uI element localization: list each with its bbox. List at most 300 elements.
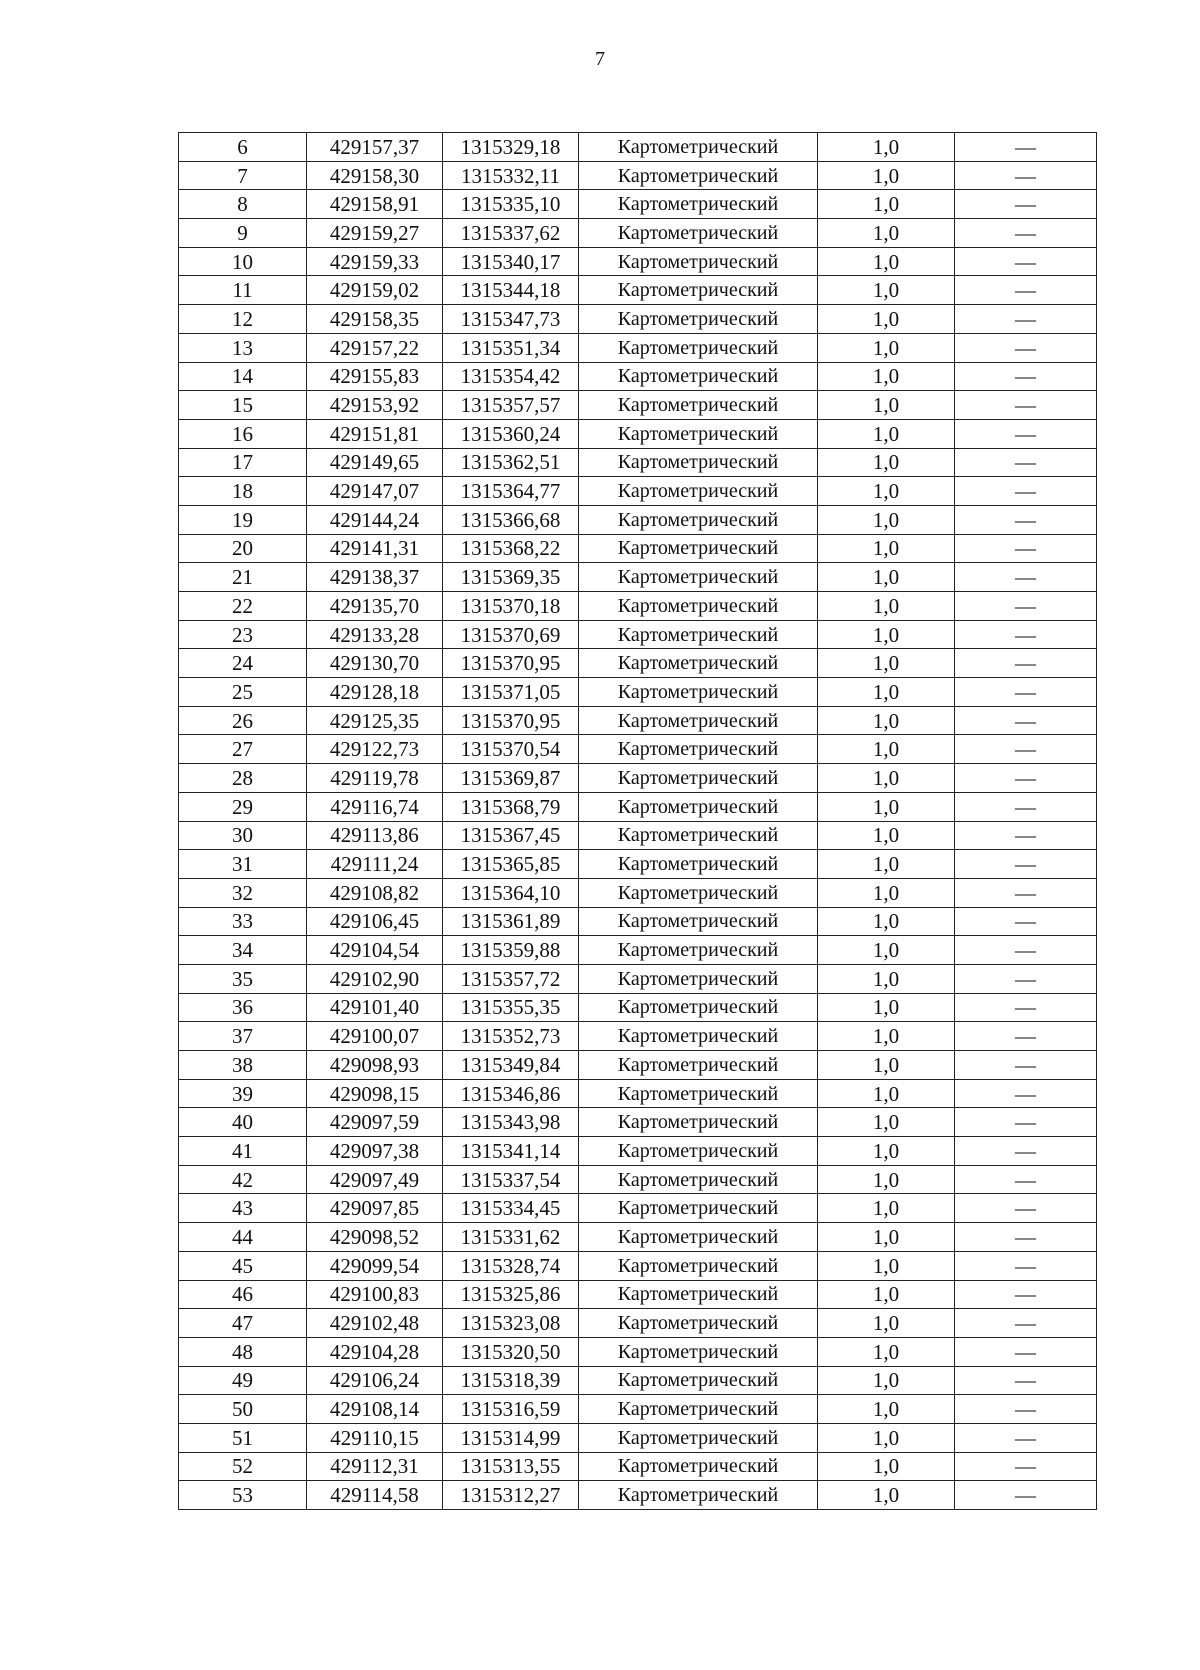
note-cell: — <box>955 1165 1097 1194</box>
accuracy-cell: 1,0 <box>818 735 955 764</box>
point-number-cell: 14 <box>179 362 307 391</box>
y-coordinate-cell: 1315323,08 <box>443 1309 579 1338</box>
note-cell: — <box>955 706 1097 735</box>
accuracy-cell: 1,0 <box>818 333 955 362</box>
table-row <box>179 964 1097 993</box>
accuracy-cell: 1,0 <box>818 1366 955 1395</box>
x-coordinate-cell: 429155,83 <box>307 362 443 391</box>
x-coordinate-cell: 429106,45 <box>307 907 443 936</box>
note-cell: — <box>955 1051 1097 1080</box>
note-cell: — <box>955 964 1097 993</box>
point-number-cell: 50 <box>179 1395 307 1424</box>
x-coordinate-cell: 429149,65 <box>307 448 443 477</box>
note-cell: — <box>955 276 1097 305</box>
point-number-cell: 29 <box>179 792 307 821</box>
point-number-cell: 33 <box>179 907 307 936</box>
x-coordinate-cell: 429153,92 <box>307 391 443 420</box>
y-coordinate-cell: 1315313,55 <box>443 1452 579 1481</box>
accuracy-cell: 1,0 <box>818 247 955 276</box>
point-number-cell: 20 <box>179 534 307 563</box>
y-coordinate-cell: 1315312,27 <box>443 1481 579 1510</box>
x-coordinate-cell: 429108,82 <box>307 878 443 907</box>
table-row <box>179 1423 1097 1452</box>
y-coordinate-cell: 1315360,24 <box>443 419 579 448</box>
y-coordinate-cell: 1315370,54 <box>443 735 579 764</box>
accuracy-cell: 1,0 <box>818 362 955 391</box>
x-coordinate-cell: 429128,18 <box>307 678 443 707</box>
accuracy-cell: 1,0 <box>818 878 955 907</box>
x-coordinate-cell: 429100,07 <box>307 1022 443 1051</box>
method-cell: Картометрический <box>579 362 818 391</box>
note-cell: — <box>955 448 1097 477</box>
note-cell: — <box>955 1366 1097 1395</box>
method-cell: Картометрический <box>579 1337 818 1366</box>
method-cell: Картометрический <box>579 1366 818 1395</box>
point-number-cell: 49 <box>179 1366 307 1395</box>
point-number-cell: 15 <box>179 391 307 420</box>
table-row <box>179 1223 1097 1252</box>
method-cell: Картометрический <box>579 391 818 420</box>
y-coordinate-cell: 1315364,10 <box>443 878 579 907</box>
point-number-cell: 51 <box>179 1423 307 1452</box>
y-coordinate-cell: 1315361,89 <box>443 907 579 936</box>
point-number-cell: 16 <box>179 419 307 448</box>
y-coordinate-cell: 1315357,72 <box>443 964 579 993</box>
accuracy-cell: 1,0 <box>818 1309 955 1338</box>
method-cell: Картометрический <box>579 1280 818 1309</box>
x-coordinate-cell: 429098,93 <box>307 1051 443 1080</box>
method-cell: Картометрический <box>579 1051 818 1080</box>
coordinates-table-body <box>179 133 1097 1510</box>
y-coordinate-cell: 1315346,86 <box>443 1079 579 1108</box>
y-coordinate-cell: 1315370,95 <box>443 649 579 678</box>
note-cell: — <box>955 878 1097 907</box>
point-number-cell: 30 <box>179 821 307 850</box>
table-row <box>179 190 1097 219</box>
method-cell: Картометрический <box>579 1251 818 1280</box>
table-row <box>179 477 1097 506</box>
x-coordinate-cell: 429097,59 <box>307 1108 443 1137</box>
table-row <box>179 1395 1097 1424</box>
point-number-cell: 45 <box>179 1251 307 1280</box>
point-number-cell: 19 <box>179 505 307 534</box>
note-cell: — <box>955 936 1097 965</box>
accuracy-cell: 1,0 <box>818 276 955 305</box>
accuracy-cell: 1,0 <box>818 993 955 1022</box>
accuracy-cell: 1,0 <box>818 190 955 219</box>
note-cell: — <box>955 1452 1097 1481</box>
method-cell: Картометрический <box>579 1022 818 1051</box>
note-cell: — <box>955 792 1097 821</box>
x-coordinate-cell: 429158,30 <box>307 161 443 190</box>
table-row <box>179 821 1097 850</box>
y-coordinate-cell: 1315352,73 <box>443 1022 579 1051</box>
table-row <box>179 1137 1097 1166</box>
accuracy-cell: 1,0 <box>818 1194 955 1223</box>
note-cell: — <box>955 333 1097 362</box>
note-cell: — <box>955 419 1097 448</box>
note-cell: — <box>955 735 1097 764</box>
method-cell: Картометрический <box>579 1108 818 1137</box>
accuracy-cell: 1,0 <box>818 1395 955 1424</box>
x-coordinate-cell: 429147,07 <box>307 477 443 506</box>
table-row <box>179 1481 1097 1510</box>
note-cell: — <box>955 1223 1097 1252</box>
method-cell: Картометрический <box>579 419 818 448</box>
y-coordinate-cell: 1315368,22 <box>443 534 579 563</box>
accuracy-cell: 1,0 <box>818 1251 955 1280</box>
x-coordinate-cell: 429097,38 <box>307 1137 443 1166</box>
table-row <box>179 534 1097 563</box>
method-cell: Картометрический <box>579 1223 818 1252</box>
x-coordinate-cell: 429100,83 <box>307 1280 443 1309</box>
accuracy-cell: 1,0 <box>818 821 955 850</box>
x-coordinate-cell: 429104,54 <box>307 936 443 965</box>
note-cell: — <box>955 1395 1097 1424</box>
accuracy-cell: 1,0 <box>818 1223 955 1252</box>
note-cell: — <box>955 1194 1097 1223</box>
x-coordinate-cell: 429110,15 <box>307 1423 443 1452</box>
point-number-cell: 36 <box>179 993 307 1022</box>
y-coordinate-cell: 1315334,45 <box>443 1194 579 1223</box>
accuracy-cell: 1,0 <box>818 1452 955 1481</box>
table-row <box>179 1366 1097 1395</box>
y-coordinate-cell: 1315371,05 <box>443 678 579 707</box>
x-coordinate-cell: 429157,22 <box>307 333 443 362</box>
y-coordinate-cell: 1315328,74 <box>443 1251 579 1280</box>
accuracy-cell: 1,0 <box>818 1280 955 1309</box>
y-coordinate-cell: 1315331,62 <box>443 1223 579 1252</box>
point-number-cell: 10 <box>179 247 307 276</box>
y-coordinate-cell: 1315354,42 <box>443 362 579 391</box>
accuracy-cell: 1,0 <box>818 620 955 649</box>
point-number-cell: 35 <box>179 964 307 993</box>
accuracy-cell: 1,0 <box>818 1079 955 1108</box>
accuracy-cell: 1,0 <box>818 391 955 420</box>
method-cell: Картометрический <box>579 936 818 965</box>
accuracy-cell: 1,0 <box>818 419 955 448</box>
y-coordinate-cell: 1315320,50 <box>443 1337 579 1366</box>
point-number-cell: 38 <box>179 1051 307 1080</box>
x-coordinate-cell: 429112,31 <box>307 1452 443 1481</box>
note-cell: — <box>955 907 1097 936</box>
table-row <box>179 1079 1097 1108</box>
table-row <box>179 247 1097 276</box>
y-coordinate-cell: 1315337,54 <box>443 1165 579 1194</box>
method-cell: Картометрический <box>579 505 818 534</box>
note-cell: — <box>955 1280 1097 1309</box>
table-row <box>179 1251 1097 1280</box>
table-row <box>179 276 1097 305</box>
method-cell: Картометрический <box>579 678 818 707</box>
method-cell: Картометрический <box>579 1452 818 1481</box>
note-cell: — <box>955 850 1097 879</box>
note-cell: — <box>955 477 1097 506</box>
y-coordinate-cell: 1315314,99 <box>443 1423 579 1452</box>
y-coordinate-cell: 1315367,45 <box>443 821 579 850</box>
table-row <box>179 878 1097 907</box>
x-coordinate-cell: 429101,40 <box>307 993 443 1022</box>
x-coordinate-cell: 429158,91 <box>307 190 443 219</box>
method-cell: Картометрический <box>579 333 818 362</box>
method-cell: Картометрический <box>579 592 818 621</box>
note-cell: — <box>955 133 1097 162</box>
table-row <box>179 448 1097 477</box>
point-number-cell: 39 <box>179 1079 307 1108</box>
table-row <box>179 419 1097 448</box>
point-number-cell: 27 <box>179 735 307 764</box>
x-coordinate-cell: 429159,27 <box>307 219 443 248</box>
y-coordinate-cell: 1315362,51 <box>443 448 579 477</box>
accuracy-cell: 1,0 <box>818 706 955 735</box>
table-row <box>179 391 1097 420</box>
point-number-cell: 31 <box>179 850 307 879</box>
y-coordinate-cell: 1315365,85 <box>443 850 579 879</box>
accuracy-cell: 1,0 <box>818 133 955 162</box>
x-coordinate-cell: 429135,70 <box>307 592 443 621</box>
point-number-cell: 42 <box>179 1165 307 1194</box>
table-row <box>179 219 1097 248</box>
note-cell: — <box>955 821 1097 850</box>
method-cell: Картометрический <box>579 1165 818 1194</box>
method-cell: Картометрический <box>579 133 818 162</box>
table-row <box>179 1108 1097 1137</box>
point-number-cell: 26 <box>179 706 307 735</box>
method-cell: Картометрический <box>579 1079 818 1108</box>
y-coordinate-cell: 1315340,17 <box>443 247 579 276</box>
point-number-cell: 44 <box>179 1223 307 1252</box>
x-coordinate-cell: 429119,78 <box>307 764 443 793</box>
point-number-cell: 37 <box>179 1022 307 1051</box>
x-coordinate-cell: 429116,74 <box>307 792 443 821</box>
accuracy-cell: 1,0 <box>818 161 955 190</box>
y-coordinate-cell: 1315370,69 <box>443 620 579 649</box>
method-cell: Картометрический <box>579 448 818 477</box>
note-cell: — <box>955 1079 1097 1108</box>
method-cell: Картометрический <box>579 563 818 592</box>
table-row <box>179 1337 1097 1366</box>
x-coordinate-cell: 429122,73 <box>307 735 443 764</box>
note-cell: — <box>955 1022 1097 1051</box>
x-coordinate-cell: 429108,14 <box>307 1395 443 1424</box>
table-row <box>179 161 1097 190</box>
point-number-cell: 11 <box>179 276 307 305</box>
table-row <box>179 1194 1097 1223</box>
table-row <box>179 850 1097 879</box>
y-coordinate-cell: 1315369,35 <box>443 563 579 592</box>
table-row <box>179 907 1097 936</box>
method-cell: Картометрический <box>579 1309 818 1338</box>
x-coordinate-cell: 429111,24 <box>307 850 443 879</box>
table-row <box>179 936 1097 965</box>
table-row <box>179 649 1097 678</box>
x-coordinate-cell: 429158,35 <box>307 305 443 334</box>
x-coordinate-cell: 429102,90 <box>307 964 443 993</box>
method-cell: Картометрический <box>579 1194 818 1223</box>
table-row <box>179 1165 1097 1194</box>
method-cell: Картометрический <box>579 706 818 735</box>
y-coordinate-cell: 1315370,18 <box>443 592 579 621</box>
accuracy-cell: 1,0 <box>818 1051 955 1080</box>
y-coordinate-cell: 1315369,87 <box>443 764 579 793</box>
note-cell: — <box>955 190 1097 219</box>
x-coordinate-cell: 429099,54 <box>307 1251 443 1280</box>
y-coordinate-cell: 1315335,10 <box>443 190 579 219</box>
table-row <box>179 1309 1097 1338</box>
x-coordinate-cell: 429114,58 <box>307 1481 443 1510</box>
point-number-cell: 47 <box>179 1309 307 1338</box>
note-cell: — <box>955 678 1097 707</box>
y-coordinate-cell: 1315366,68 <box>443 505 579 534</box>
y-coordinate-cell: 1315364,77 <box>443 477 579 506</box>
point-number-cell: 46 <box>179 1280 307 1309</box>
y-coordinate-cell: 1315337,62 <box>443 219 579 248</box>
coordinates-table <box>178 132 1097 1510</box>
accuracy-cell: 1,0 <box>818 678 955 707</box>
table-row <box>179 620 1097 649</box>
note-cell: — <box>955 620 1097 649</box>
accuracy-cell: 1,0 <box>818 1337 955 1366</box>
table-row <box>179 133 1097 162</box>
y-coordinate-cell: 1315344,18 <box>443 276 579 305</box>
accuracy-cell: 1,0 <box>818 649 955 678</box>
x-coordinate-cell: 429157,37 <box>307 133 443 162</box>
x-coordinate-cell: 429138,37 <box>307 563 443 592</box>
accuracy-cell: 1,0 <box>818 1423 955 1452</box>
y-coordinate-cell: 1315341,14 <box>443 1137 579 1166</box>
y-coordinate-cell: 1315349,84 <box>443 1051 579 1080</box>
x-coordinate-cell: 429159,33 <box>307 247 443 276</box>
table-row <box>179 792 1097 821</box>
point-number-cell: 17 <box>179 448 307 477</box>
method-cell: Картометрический <box>579 792 818 821</box>
table-row <box>179 993 1097 1022</box>
point-number-cell: 24 <box>179 649 307 678</box>
method-cell: Картометрический <box>579 219 818 248</box>
point-number-cell: 6 <box>179 133 307 162</box>
method-cell: Картометрический <box>579 878 818 907</box>
accuracy-cell: 1,0 <box>818 1022 955 1051</box>
y-coordinate-cell: 1315368,79 <box>443 792 579 821</box>
note-cell: — <box>955 161 1097 190</box>
note-cell: — <box>955 362 1097 391</box>
y-coordinate-cell: 1315355,35 <box>443 993 579 1022</box>
note-cell: — <box>955 219 1097 248</box>
point-number-cell: 22 <box>179 592 307 621</box>
x-coordinate-cell: 429098,52 <box>307 1223 443 1252</box>
method-cell: Картометрический <box>579 190 818 219</box>
accuracy-cell: 1,0 <box>818 764 955 793</box>
note-cell: — <box>955 1481 1097 1510</box>
note-cell: — <box>955 1137 1097 1166</box>
y-coordinate-cell: 1315318,39 <box>443 1366 579 1395</box>
note-cell: — <box>955 1251 1097 1280</box>
point-number-cell: 48 <box>179 1337 307 1366</box>
y-coordinate-cell: 1315357,57 <box>443 391 579 420</box>
y-coordinate-cell: 1315359,88 <box>443 936 579 965</box>
x-coordinate-cell: 429130,70 <box>307 649 443 678</box>
method-cell: Картометрический <box>579 964 818 993</box>
accuracy-cell: 1,0 <box>818 305 955 334</box>
x-coordinate-cell: 429097,85 <box>307 1194 443 1223</box>
x-coordinate-cell: 429104,28 <box>307 1337 443 1366</box>
method-cell: Картометрический <box>579 850 818 879</box>
note-cell: — <box>955 764 1097 793</box>
table-row <box>179 1452 1097 1481</box>
method-cell: Картометрический <box>579 534 818 563</box>
method-cell: Картометрический <box>579 620 818 649</box>
method-cell: Картометрический <box>579 735 818 764</box>
table-row <box>179 735 1097 764</box>
method-cell: Картометрический <box>579 247 818 276</box>
table-row <box>179 1051 1097 1080</box>
table-row <box>179 505 1097 534</box>
y-coordinate-cell: 1315351,34 <box>443 333 579 362</box>
table-row <box>179 592 1097 621</box>
method-cell: Картометрический <box>579 1423 818 1452</box>
x-coordinate-cell: 429113,86 <box>307 821 443 850</box>
method-cell: Картометрический <box>579 821 818 850</box>
point-number-cell: 23 <box>179 620 307 649</box>
accuracy-cell: 1,0 <box>818 907 955 936</box>
accuracy-cell: 1,0 <box>818 563 955 592</box>
x-coordinate-cell: 429133,28 <box>307 620 443 649</box>
point-number-cell: 8 <box>179 190 307 219</box>
accuracy-cell: 1,0 <box>818 936 955 965</box>
accuracy-cell: 1,0 <box>818 592 955 621</box>
table-row <box>179 706 1097 735</box>
table-row <box>179 764 1097 793</box>
x-coordinate-cell: 429098,15 <box>307 1079 443 1108</box>
accuracy-cell: 1,0 <box>818 1481 955 1510</box>
note-cell: — <box>955 1337 1097 1366</box>
table-row <box>179 678 1097 707</box>
accuracy-cell: 1,0 <box>818 1108 955 1137</box>
table-row <box>179 1280 1097 1309</box>
x-coordinate-cell: 429097,49 <box>307 1165 443 1194</box>
accuracy-cell: 1,0 <box>818 964 955 993</box>
note-cell: — <box>955 993 1097 1022</box>
method-cell: Картометрический <box>579 1481 818 1510</box>
method-cell: Картометрический <box>579 907 818 936</box>
y-coordinate-cell: 1315370,95 <box>443 706 579 735</box>
x-coordinate-cell: 429125,35 <box>307 706 443 735</box>
method-cell: Картометрический <box>579 1137 818 1166</box>
note-cell: — <box>955 1423 1097 1452</box>
accuracy-cell: 1,0 <box>818 1165 955 1194</box>
method-cell: Картометрический <box>579 477 818 506</box>
note-cell: — <box>955 563 1097 592</box>
method-cell: Картометрический <box>579 161 818 190</box>
note-cell: — <box>955 247 1097 276</box>
point-number-cell: 28 <box>179 764 307 793</box>
accuracy-cell: 1,0 <box>818 792 955 821</box>
y-coordinate-cell: 1315316,59 <box>443 1395 579 1424</box>
point-number-cell: 21 <box>179 563 307 592</box>
note-cell: — <box>955 305 1097 334</box>
x-coordinate-cell: 429144,24 <box>307 505 443 534</box>
method-cell: Картометрический <box>579 276 818 305</box>
page-number: 7 <box>595 48 605 70</box>
table-row <box>179 362 1097 391</box>
point-number-cell: 25 <box>179 678 307 707</box>
table-row <box>179 563 1097 592</box>
method-cell: Картометрический <box>579 305 818 334</box>
y-coordinate-cell: 1315332,11 <box>443 161 579 190</box>
accuracy-cell: 1,0 <box>818 850 955 879</box>
point-number-cell: 9 <box>179 219 307 248</box>
x-coordinate-cell: 429102,48 <box>307 1309 443 1338</box>
